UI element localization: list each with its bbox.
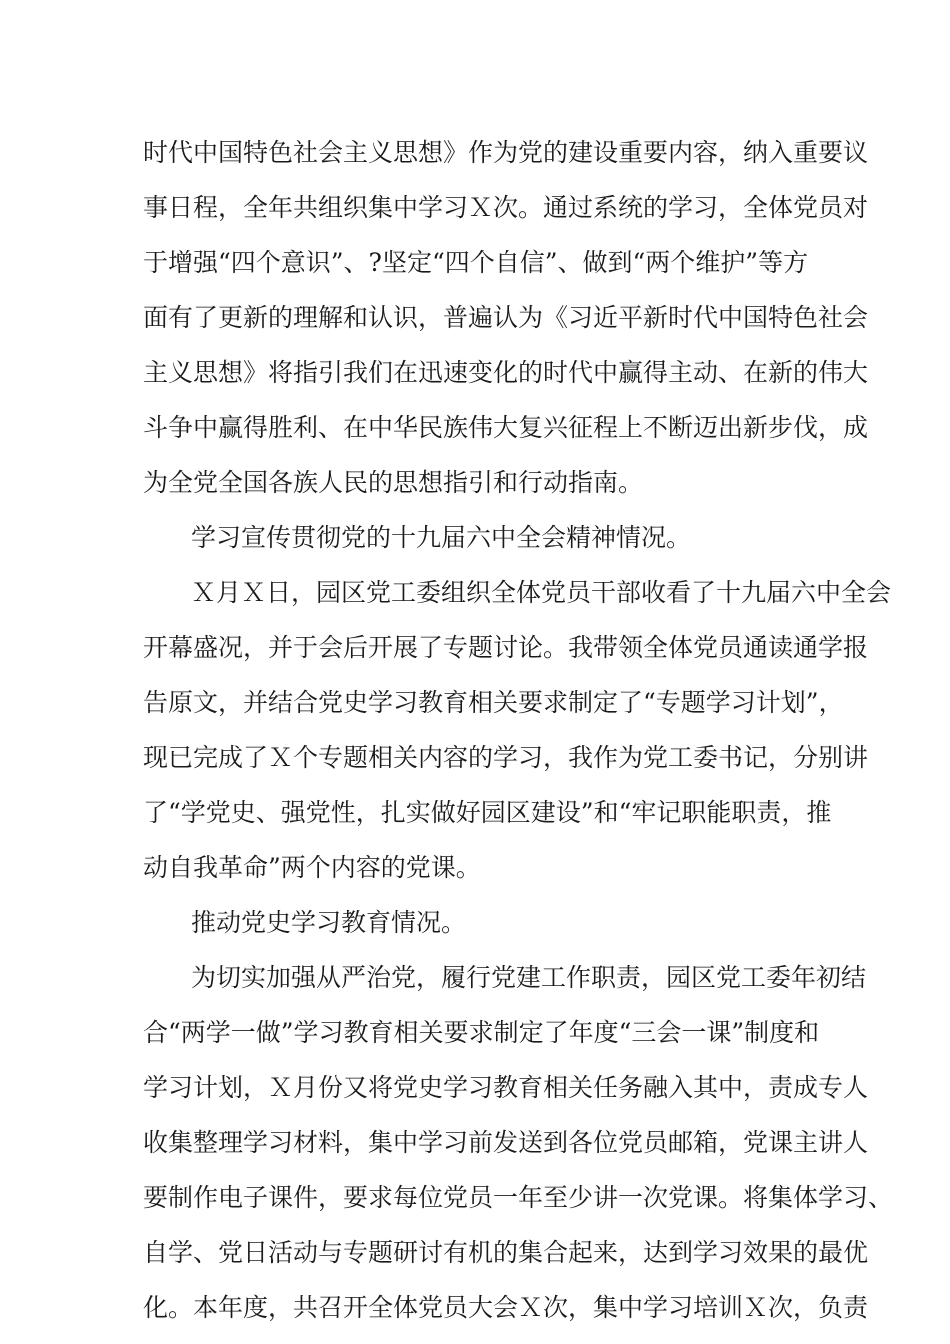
body-line: 斗争中赢得胜利、在中华民族伟大复兴征程上不断迈出新步伐，成 bbox=[143, 413, 869, 442]
body-line: 于增强“四个意识”、?坚定“四个自信”、做到“两个维护”等方 bbox=[143, 248, 809, 277]
body-line: 自学、党日活动与专题研讨有机的集合起来，达到学习效果的最优 bbox=[143, 1238, 869, 1267]
section-heading: 推动党史学习教育情况。 bbox=[191, 908, 467, 937]
body-line: 告原文，并结合党史学习教育相关要求制定了“专题学习计划”， bbox=[143, 688, 844, 717]
paragraph-first-line: 为切实加强从严治党，履行党建工作职责，园区党工委年初结 bbox=[191, 963, 867, 992]
body-line: 为全党全国各族人民的思想指引和行动指南。 bbox=[143, 468, 644, 497]
section-heading: 学习宣传贯彻党的十九届六中全会精神情况。 bbox=[191, 523, 692, 552]
body-line: 要制作电子课件，要求每位党员一年至少讲一次党课。将集体学习、 bbox=[143, 1183, 894, 1212]
body-line: 时代中国特色社会主义思想》作为党的建设重要内容，纳入重要议 bbox=[143, 138, 869, 167]
body-line: 事日程，全年共组织集中学习Ｘ次。通过系统的学习，全体党员对 bbox=[143, 193, 869, 222]
body-line: 开幕盛况，并于会后开展了专题讨论。我带领全体党员通读通学报 bbox=[143, 633, 869, 662]
body-line: 动自我革命”两个内容的党课。 bbox=[143, 853, 481, 882]
body-line: 化。本年度，共召开全体党员大会Ｘ次，集中学习培训Ｘ次，负责 bbox=[143, 1293, 869, 1322]
body-line: 主义思想》将指引我们在迅速变化的时代中赢得主动、在新的伟大 bbox=[143, 358, 869, 387]
body-line: 面有了更新的理解和认识，普遍认为《习近平新时代中国特色社会 bbox=[143, 303, 869, 332]
body-line: 收集整理学习材料，集中学习前发送到各位党员邮箱，党课主讲人 bbox=[143, 1128, 869, 1157]
body-line: 现已完成了Ｘ个专题相关内容的学习，我作为党工委书记，分别讲 bbox=[143, 743, 869, 772]
paragraph-first-line: Ｘ月Ｘ日，园区党工委组织全体党员干部收看了十九届六中全会 bbox=[191, 578, 892, 607]
body-line: 了“学党史、强党性，扎实做好园区建设”和“牢记职能职责，推 bbox=[143, 798, 832, 827]
body-line: 学习计划，Ｘ月份又将党史学习教育相关任务融入其中，责成专人 bbox=[143, 1073, 869, 1102]
body-line: 合“两学一做”学习教育相关要求制定了年度“三会一课”制度和 bbox=[143, 1018, 820, 1047]
